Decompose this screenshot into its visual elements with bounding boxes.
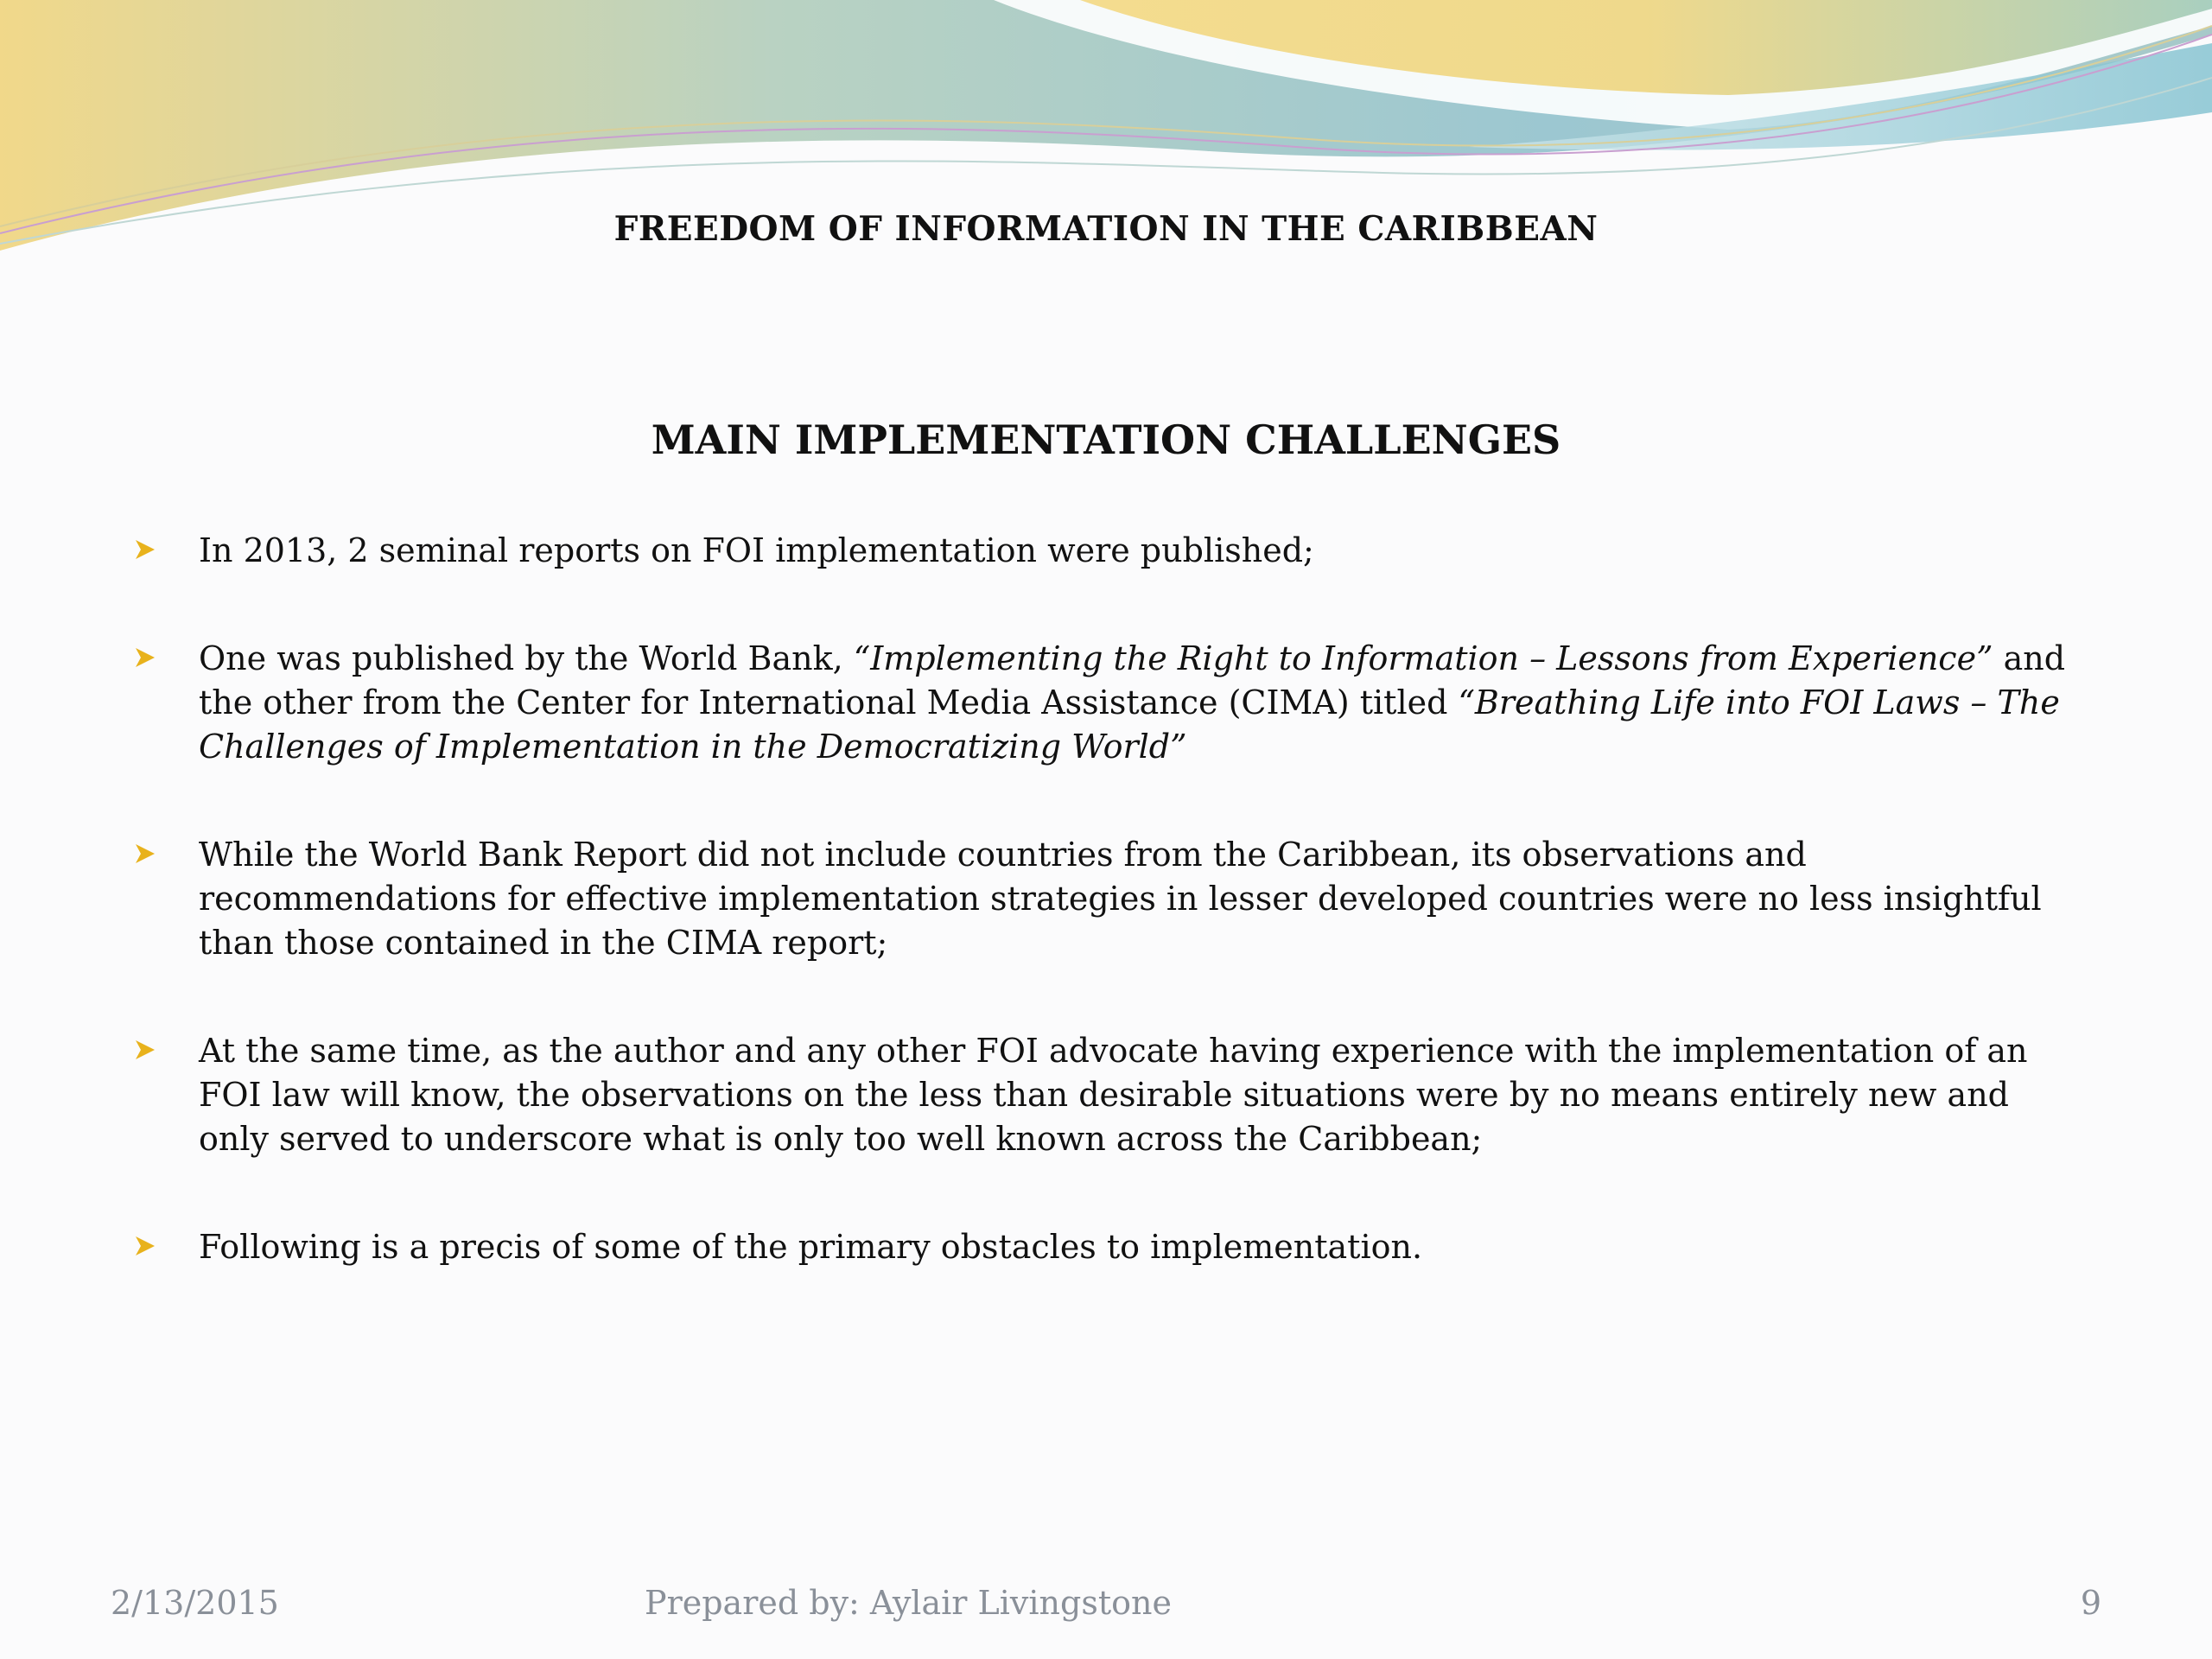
arrowhead-bullet-icon — [134, 842, 156, 865]
bullet-text: While the World Bank Report did not include countries from the Caribbean, its observations and recommendations for effective implementation strategies in lesser developed countries were no less insightful than those contained in the CIMA report; — [199, 836, 2042, 962]
arrowhead-bullet-icon — [134, 646, 156, 669]
arrowhead-bullet-icon — [134, 1235, 156, 1257]
arrowhead-bullet-icon — [134, 1039, 156, 1061]
report-title-cima: “Breathing Life into FOI Laws – The Challenges of Implementation in the Democratizing World” — [199, 683, 2060, 766]
bullet-item — [130, 529, 2082, 573]
page-number: 9 — [2080, 1584, 2101, 1622]
bullet-text: Following is a precis of some of the primary obstacles to implementation. — [199, 1228, 1423, 1266]
bullet-item — [130, 1225, 2082, 1269]
section-title: MAIN IMPLEMENTATION CHALLENGES — [651, 416, 1561, 463]
bullet-item — [130, 833, 2082, 965]
report-title-world-bank: “Implementing the Right to Information – Lessons from Experience” — [853, 639, 1993, 677]
arrowhead-bullet-icon — [134, 538, 156, 561]
header-title: FREEDOM OF INFORMATION IN THE CARIBBEAN — [613, 209, 1599, 249]
footer-author: Prepared by: Aylair Livingstone — [645, 1584, 1172, 1622]
bullet-text: One was published by the World Bank, — [199, 639, 854, 677]
footer-date: 2/13/2015 — [111, 1584, 279, 1622]
bullet-item — [130, 1029, 2082, 1161]
bullet-list — [130, 529, 2082, 1333]
bullet-text: In 2013, 2 seminal reports on FOI implementation were published; — [199, 531, 1314, 569]
bullet-item — [130, 637, 2082, 769]
bullet-text: and the other from the Center for International Media Assistance (CIMA) titled — [199, 639, 2066, 721]
bullet-text: At the same time, as the author and any other FOI advocate having experience with the implementation of an FOI law will know, the observations on the less than desirable situations were by no means entirely new and only served to underscore what is only too well known across the Caribbean; — [199, 1032, 2028, 1158]
